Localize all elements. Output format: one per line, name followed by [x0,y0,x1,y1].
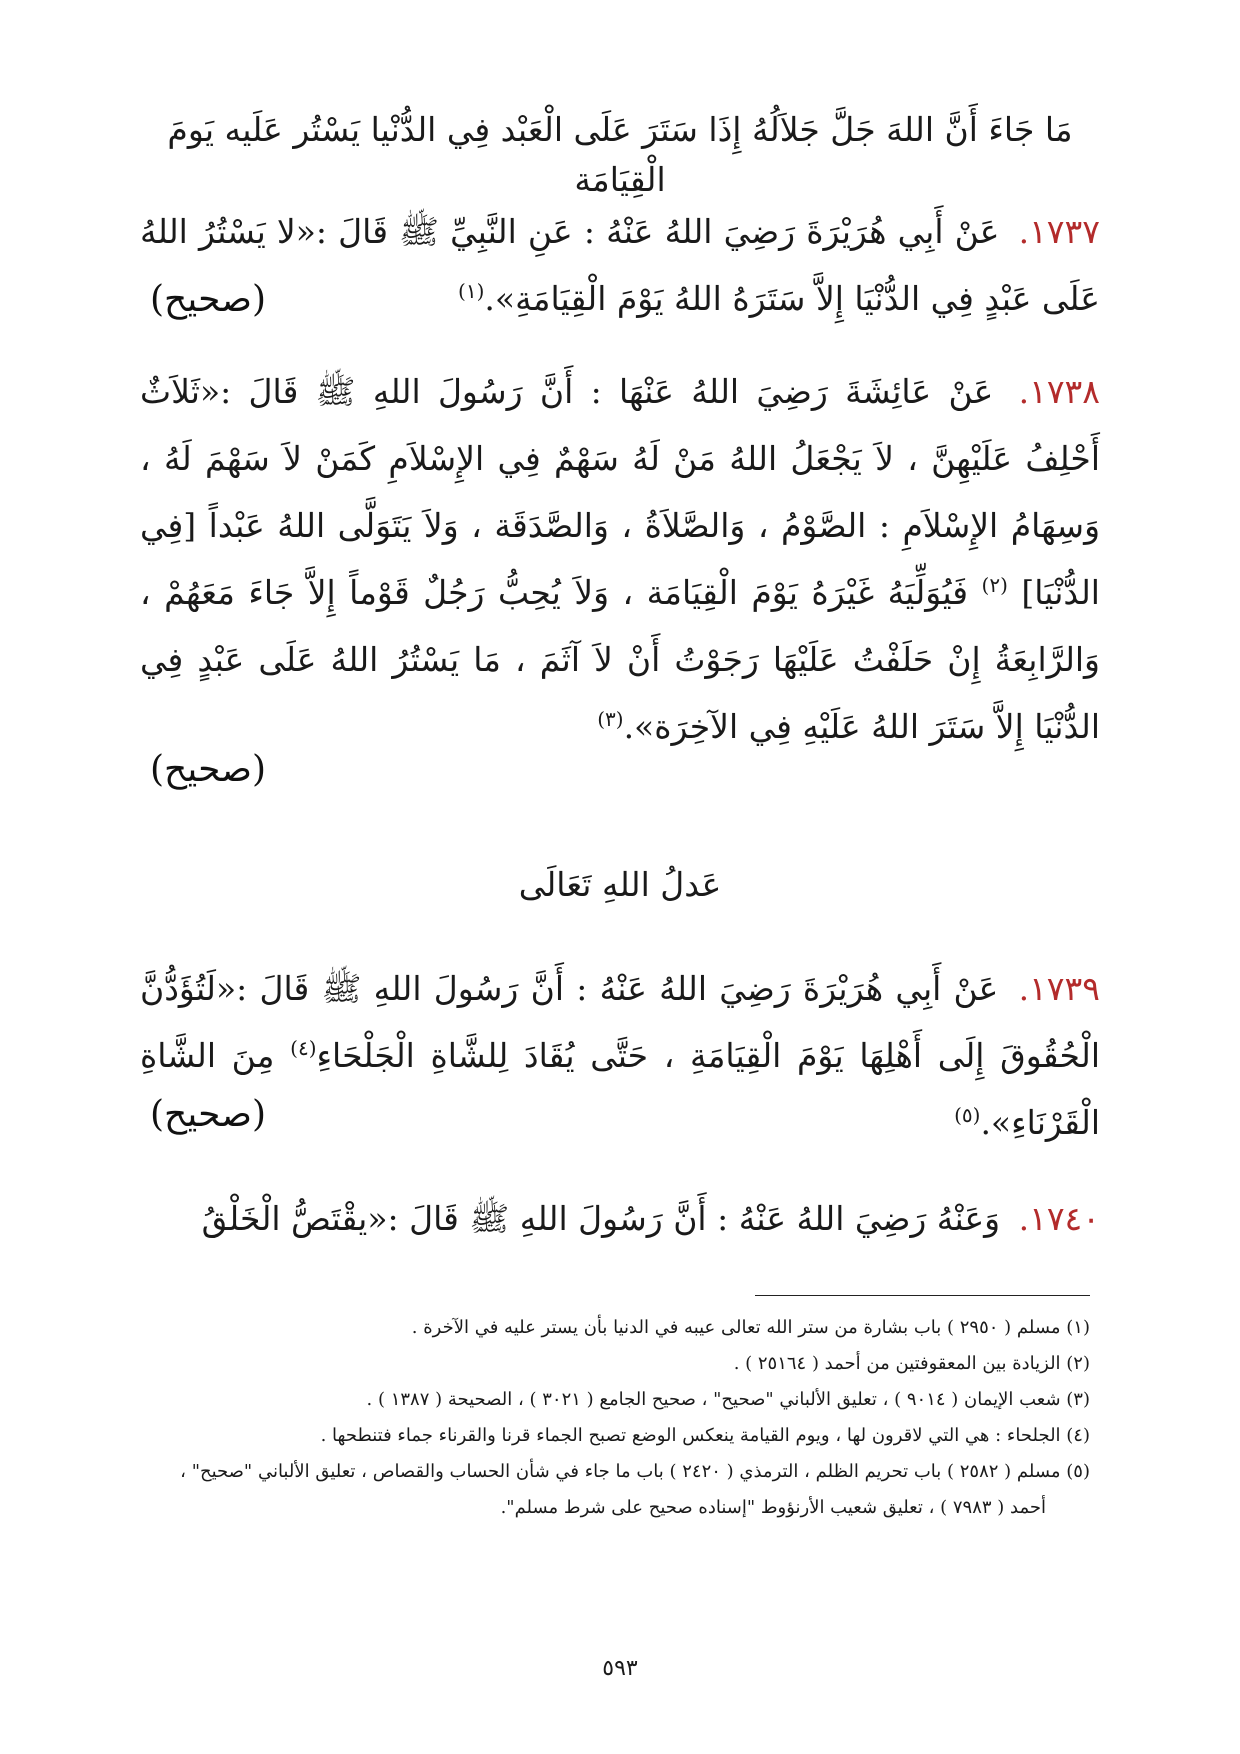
hadith-1740 [140,1185,1100,1252]
grade-label: (صحيح) [150,749,266,790]
hadith-1738 [140,358,1100,760]
hadith-1739 [140,955,1100,1156]
footnote-ref-5[interactable]: (٥) [954,1103,981,1127]
hadith-number: ١٧٤٠. [1018,1199,1100,1238]
footnote-1: (١) مسلم ( ٢٩٥٠ ) باب بشارة من ستر الله تعالى عيبه في الدنيا بأن يستر عليه في الآخرة . [411,1317,1090,1338]
footnote-4: (٤) الجلحاء : هي التي لاقرون لها ، ويوم القيامة ينعكس الوضع تصبح الجماء قرنا والقرناء جماء فتنطحها . [320,1425,1090,1446]
footnote-5: (٥) مسلم ( ٢٥٨٢ ) باب تحريم الظلم ، الترمذي ( ٢٤٢٠ ) باب ما جاء في شأن الحساب والقصاص ، تعليق الألباني "صحيح" ، [180,1461,1090,1482]
hadith-text-continued: فَيُوَلِّيَهُ غَيْرَهُ يَوْمَ الْقِيَامَة ، وَلاَ يُحِبُّ رَجُلٌ قَوْماً إِلاَّ جَاءَ مَعَهُمْ ، وَالرَّابِعَةُ إِنْ حَلَفْتُ عَلَيْهَا رَجَوْتُ أَنْ لاَ آثَمَ ، مَا يَسْتُرُ اللهُ عَلَى عَبْدٍ فِي الدُّنْيَا إِلاَّ سَتَرَ اللهُ عَلَيْهِ فِي الآخِرَة». [140,573,1100,746]
section-heading-concealment: مَا جَاءَ أَنَّ اللهَ جَلَّ جَلاَلُهُ إِذَا سَتَرَ عَلَى الْعَبْد فِي الدُّنْيا يَسْتُر عَلَيه يَومَ الْقِيَامَة [167,110,1073,199]
footnotes [150,1310,1090,1526]
grade-label: (صحيح) [150,279,266,320]
hadith-number: ١٧٣٩. [1018,969,1100,1008]
footnote-ref-1[interactable]: (١) [458,279,485,303]
hadith-text: وَعَنْهُ رَضِيَ اللهُ عَنْهُ : أَنَّ رَسُولَ اللهِ ﷺ قَالَ :«يقْتَصُّ الْخَلْقُ [201,1199,1001,1238]
footnote-ref-2[interactable]: (٢) [981,573,1008,597]
footnote-ref-4[interactable]: (٤) [290,1036,317,1060]
footnote-3: (٣) شعب الإيمان ( ٩٠١٤ ) ، تعليق الألباني "صحيح" ، صحيح الجامع ( ٣٠٢١ ) ، الصحيحة ( ١٣٨٧ ) . [366,1389,1090,1410]
page-number: ٥٩٣ [602,1656,638,1681]
hadith-number: ١٧٣٧. [1018,212,1100,251]
hadith-text: عَنْ عَائِشَةَ رَضِيَ اللهُ عَنْهَا : أَنَّ رَسُولَ اللهِ ﷺ قَالَ :«ثَلاَثٌ أَحْلِفُ عَلَيْهِنَّ ، لاَ يَجْعَلُ اللهُ مَنْ لَهُ سَهْمٌ فِي الإِسْلاَمِ كَمَنْ لاَ سَهْمَ لَهُ ، وَسِهَامُ الإِسْلاَمِ : الصَّوْمُ ، وَالصَّلاَةُ ، وَالصَّدَقَة ، وَلاَ يَتَوَلَّى اللهُ عَبْداً [فِي الدُّنْيَا] [140,372,1100,612]
footnote-ref-3[interactable]: (٣) [597,707,624,731]
hadith-text: عَنْ أَبِي هُرَيْرَةَ رَضِيَ اللهُ عَنْهُ : عَنِ النَّبِيِّ ﷺ قَالَ :«لا يَسْتُرُ اللهُ عَلَى عَبْدٍ فِي الدُّنْيَا إِلاَّ سَتَرَهُ اللهُ يَوْمَ الْقِيَامَةِ». [140,212,1100,318]
hadith-text: عَنْ أَبِي هُرَيْرَةَ رَضِيَ اللهُ عَنْهُ : أَنَّ رَسُولَ اللهِ ﷺ قَالَ :«لَتُؤَدُّنَّ الْحُقُوقَ إِلَى أَهْلِهَا يَوْمَ الْقِيَامَةِ ، حَتَّى يُقَادَ لِلشَّاةِ الْجَلْحَاءِ [140,969,1100,1075]
footnote-divider [755,1295,1090,1296]
grade-label: (صحيح) [150,1094,266,1135]
hadith-number: ١٧٣٨. [1018,372,1100,411]
footnote-2: (٢) الزيادة بين المعقوفتين من أحمد ( ٢٥١٦٤ ) . [733,1353,1090,1374]
hadith-1737 [140,198,1100,332]
section-heading-justice: عَدلُ اللهِ تَعَالَى [518,865,722,904]
footnote-5-continued: أحمد ( ٧٩٨٣ ) ، تعليق شعيب الأرنؤوط "إسناده صحيح على شرط مسلم". [500,1497,1046,1518]
hadith-text-continued: مِنَ الشَّاةِ الْقَرْنَاءِ». [140,1036,1100,1142]
